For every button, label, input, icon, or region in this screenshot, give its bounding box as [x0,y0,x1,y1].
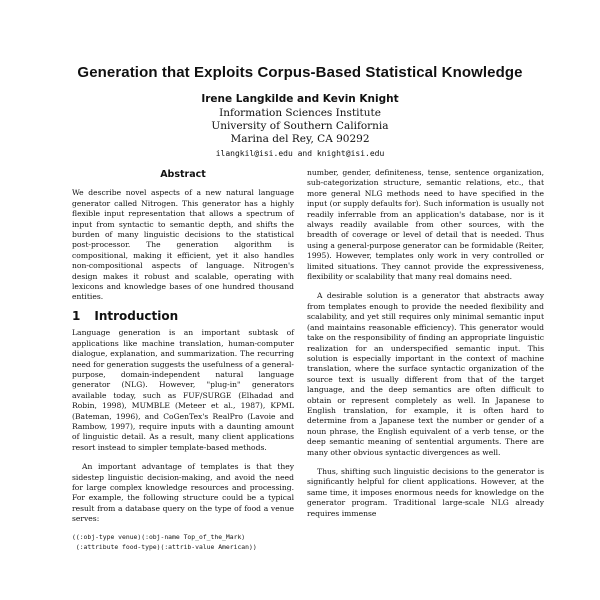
code-line: ((:obj-type venue)(:obj-name Top_of_the_Mark) [72,532,246,541]
paragraph: An important advantage of templates is that they sidestep linguistic decision-making, and avoid the need for large complex knowledge resources and processing. For example, the following structure could be a typical result from a database query on the type of food a venue serves: [72,462,294,524]
affiliation-block [0,107,600,160]
abstract-text: We describe novel aspects of a new natural language generator called Nitrogen. This generator has a highly flexible input representation that allows a spectrum of input from syntactic to semantic depth, and shifts the burden of many linguistic decisions to the statistical post-processor. The generation algorithm is compositional, making it efficient, yet it also handles non-compositional aspects of language. Nitrogen's design makes it robust and scalable, operating with lexicons and knowledge bases of one hundred thousand entities. [72,188,294,302]
paragraph: Thus, shifting such linguistic decisions to the generator is significantly helpful for client applications. However, at the same time, it imposes enormous needs for knowledge on the generator program. Traditional large-scale NLG already requires immense [307,466,544,518]
affiliation-line: Information Sciences Institute [219,107,381,119]
paragraph: A desirable solution is a generator that abstracts away from templates enough to provide the needed flexibility and scalability, and yet still requires only minimal semantic input (and maintains reasonable efficiency). This generator would take on the responsibility of finding an appropriate linguistic realization for an underspecified semantic input. This solution is especially important in the context of machine translation, where the surface syntactic organization of the source text is usually different from that of the target language, and the deep semantics are often difficult to obtain or represent completely as well. In Japanese to English translation, for example, it is often hard to determine from a Japanese text the number or gender of a noun phrase, the English equivalent of a verb tense, or the deep semantic meaning of sentential arguments. There are many other obvious syntactic divergences as well. [307,291,544,457]
paper-title: Generation that Exploits Corpus-Based Statistical Knowledge [77,64,523,81]
right-column [307,168,544,519]
section-number: 1 [72,308,81,323]
code-line: (:attribute food-type)(:attrib-value American)) [72,542,257,551]
code-block [72,532,294,552]
paragraph: Language generation is an important subtask of applications like machine translation, human-computer dialogue, explanation, and summarization. The recurring need for generation suggests the usefulness of a general-purpose, domain-independent natural language generator (NLG). However, "plug-in" generators available today, such as FUF/SURGE (Elhadad and Robin, 1998), MUMBLE (Meteer et al., 1987), KPML (Bateman, 1996), and CoGenTex's RealPro (Lavoie and Rambow, 1997), require inputs with a daunting amount of linguistic detail. As a result, many client applications resort instead to simpler template-based methods. [72,328,294,452]
section-title: Introduction [94,308,179,323]
author-emails: ilangkil@isi.edu and knight@isi.edu [215,149,385,158]
abstract-heading: Abstract [160,169,206,180]
authors: Irene Langkilde and Kevin Knight [201,93,399,105]
paragraph: number, gender, definiteness, tense, sentence organization, sub-categorization structure, semantic relations, etc., that more general NLG methods need to have specified in the input (or supply defaults for). Such information is usually not readily inferrable from an application's database, nor is it always readily available from other sources, with the breadth of coverage or level of detail that is needed. Thus using a general-purpose generator can be formidable (Reiter, 1995). However, templates only work in very controlled or limited situations. They cannot provide the expressiveness, flexibility or scalability that many real domains need. [307,168,544,282]
affiliation-line: University of Southern California [211,120,389,132]
affiliation-line: Marina del Rey, CA 90292 [230,133,370,145]
left-column [72,170,294,552]
section-heading [72,308,294,323]
